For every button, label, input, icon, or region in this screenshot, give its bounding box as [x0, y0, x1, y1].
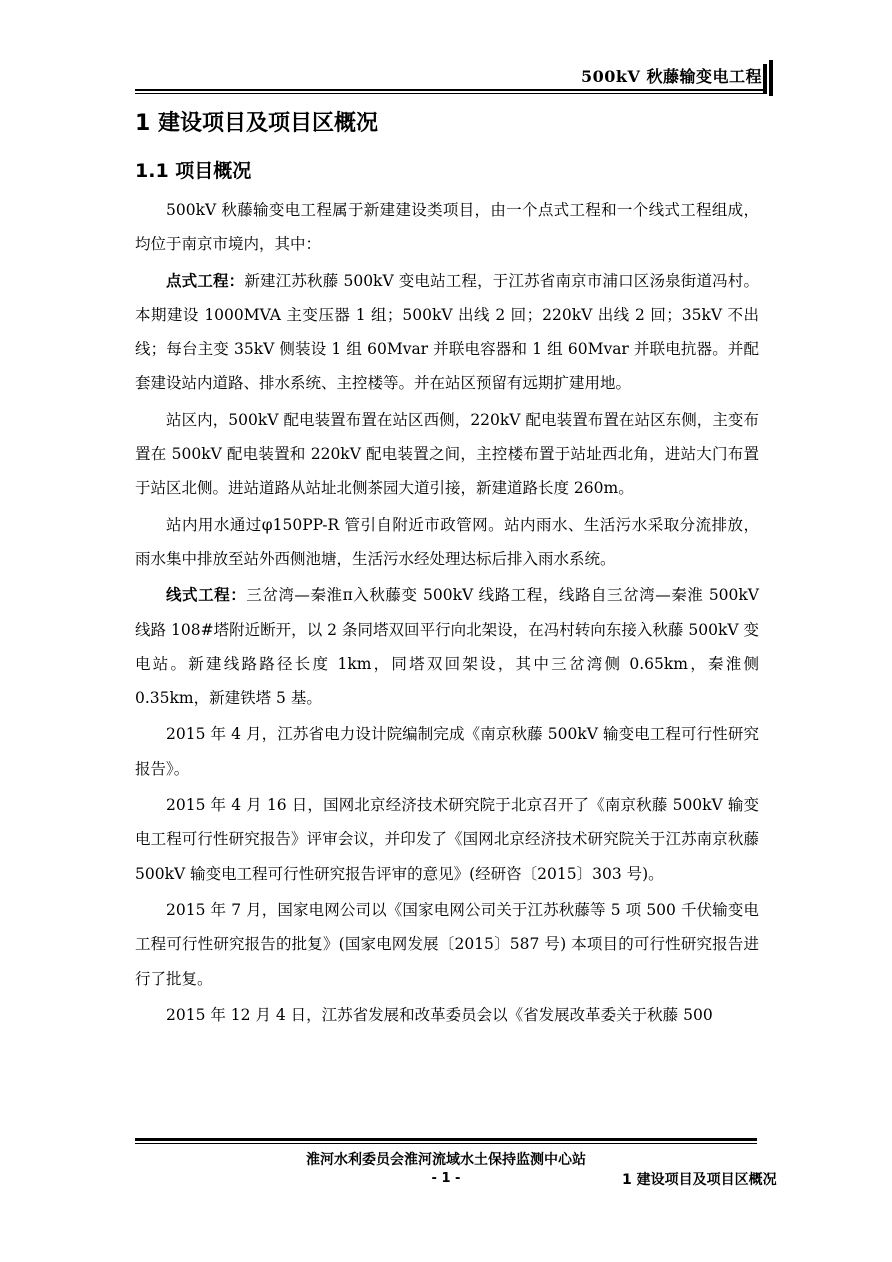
header-title: 500kV 秋藤输变电工程	[581, 67, 762, 86]
paragraph-text: 三岔湾—秦淮π入秋藤变 500kV 线路工程，线路自三岔湾—秦淮 500kV 线路 108#塔附近断开，以 2 条同塔双回平行向北架设，在冯村转向东接入秋藤 500kV 变电站。新建线路路径长度 1km，同塔双回架设，其中三岔湾侧 0.65km，秦淮侧 0.35km，新建铁塔 5 基。	[135, 586, 759, 708]
paragraph-text: 2015 年 4 月 16 日，国网北京经济技术研究院于北京召开了《南京秋藤 500kV 输变电工程可行性研究报告》评审会议，并印发了《国网北京经济技术研究院关于江苏南京秋藤 500kV 输变电工程可行性研究报告评审的意见》(经研咨〔2015〕303 号)。	[135, 796, 759, 883]
section-heading: 1.1 项目概况	[135, 160, 252, 182]
footer-chapter-title: 1 建设项目及项目区概况	[622, 1172, 777, 1188]
paragraph-text: 2015 年 12 月 4 日，江苏省发展和改革委员会以《省发展改革委关于秋藤 500	[166, 1005, 713, 1024]
header-bar-outer	[769, 60, 773, 96]
footer-rule-thin	[135, 1143, 757, 1144]
chapter-heading: 1 建设项目及项目区概况	[135, 111, 378, 136]
paragraph	[135, 788, 759, 891]
paragraph-text: 2015 年 4 月，江苏省电力设计院编制完成《南京秋藤 500kV 输变电工程可行性研究报告》。	[135, 725, 759, 778]
footer-rule	[135, 1138, 757, 1141]
paragraph	[135, 717, 759, 786]
paragraph-text: 2015 年 7 月，国家电网公司以《国家电网公司关于江苏秋藤等 5 项 500 千伏输变电工程可行性研究报告的批复》(国家电网发展〔2015〕587 号) 本项目的可行性研究报告进行了批复。	[135, 900, 759, 988]
paragraph-lead: 线式工程：	[166, 586, 247, 605]
paragraph-text: 新建江苏秋藤 500kV 变电站工程，于江苏省南京市浦口区汤泉街道冯村。本期建设 1000MVA 主变压器 1 组；500kV 出线 2 回；220kV 出线 2 回；35kV 不出线；每台主变 35kV 侧装设 1 组 60Mvar 并联电容器和 1 组 60Mvar 并联电抗器。并配套建设站内道路、排水系统、主控楼等。并在站区预留有远期扩建用地。	[135, 271, 759, 393]
paragraph	[135, 193, 759, 262]
page-number: - 1 -	[431, 1171, 461, 1186]
paragraph-lead: 点式工程：	[166, 271, 245, 290]
body-text	[135, 193, 759, 1034]
paragraph	[135, 264, 759, 401]
paragraph	[135, 998, 759, 1032]
paragraph-text: 站区内，500kV 配电装置布置在站区西侧，220kV 配电装置布置在站区东侧，主变布置在 500kV 配电装置和 220kV 配电装置之间，主控楼布置于站址西北角，进站大门布置于站区北侧。进站道路从站址北侧茶园大道引接，新建道路长度 260m。	[135, 410, 759, 498]
header-rule-thin	[135, 93, 763, 94]
paragraph	[135, 403, 759, 506]
header-rule	[135, 89, 763, 91]
paragraph	[135, 578, 759, 715]
paragraph	[135, 893, 759, 996]
footer-organization: 淮河水利委员会淮河流域水土保持监测中心站	[306, 1152, 586, 1168]
paragraph-text: 500kV 秋藤输变电工程属于新建建设类项目，由一个点式工程和一个线式工程组成，均位于南京市境内，其中：	[135, 201, 759, 254]
paragraph	[135, 508, 759, 577]
header-bar	[763, 64, 767, 94]
paragraph-text: 站内用水通过φ150PP-R 管引自附近市政管网。站内雨水、生活污水采取分流排放，雨水集中排放至站外西侧池塘，生活污水经处理达标后排入雨水系统。	[135, 515, 759, 568]
